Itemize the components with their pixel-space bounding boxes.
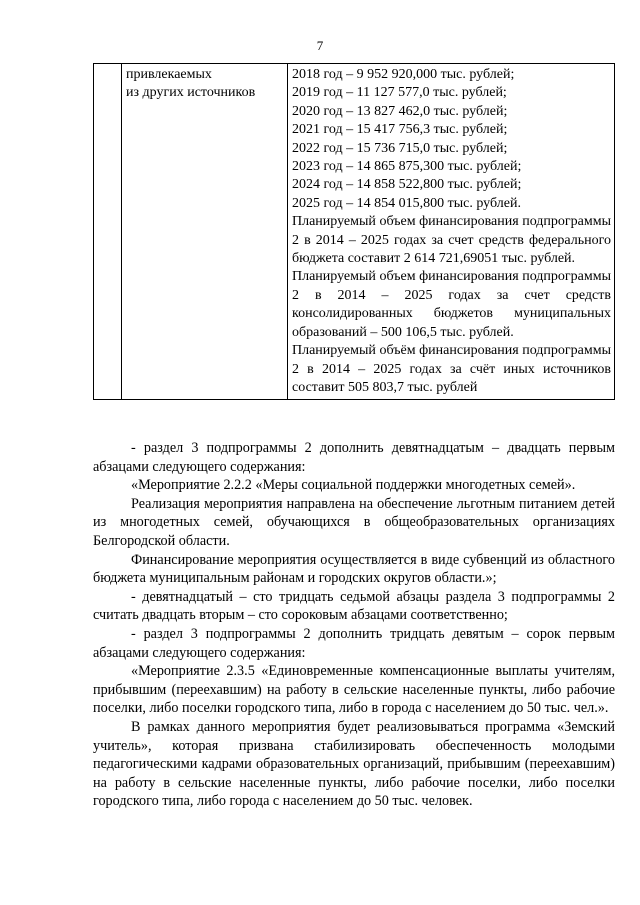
table-cell-label — [122, 64, 288, 400]
paragraph: В рамках данного мероприятия будет реализовываться программа «Земский учитель», которая призвана стабилизировать обеспеченность молодыми педагогическими кадрами образовательных организаций, прибывшим (переехавшим) на работу в сельские населенные пункты, либо рабочие поселки, либо поселки городского типа, либо города с населением до 50 тыс. человек. — [93, 718, 615, 810]
table-row — [94, 64, 615, 400]
year-line: 2019 год – 11 127 577,0 тыс. рублей; — [292, 85, 507, 101]
table-cell-values — [288, 64, 615, 400]
paragraph: Финансирование мероприятия осуществляется в виде субвенций из областного бюджета муниципальным районам и городских округов области.»; — [93, 551, 615, 587]
paragraph: Реализация мероприятия направлена на обеспечение льготным питанием детей из многодетных семей, обучающихся в общеобразовательных организациях Белгородской области. — [93, 495, 615, 549]
paragraph: - раздел 3 подпрограммы 2 дополнить тридцать девятым – сорок первым абзацами следующего содержания: — [93, 625, 615, 661]
year-line: 2024 год – 14 858 522,800 тыс. рублей; — [292, 177, 522, 193]
paragraph: «Мероприятие 2.2.2 «Меры социальной поддержки многодетных семей». — [131, 477, 576, 494]
year-line: 2023 год – 14 865 875,300 тыс. рублей; — [292, 159, 522, 175]
year-line: 2022 год – 15 736 715,0 тыс. рублей; — [292, 140, 508, 156]
table-cell-empty — [94, 64, 122, 400]
federal-budget-paragraph: Планируемый объем финансирования подпрограммы 2 в 2014 – 2025 годах за счет средств федерального бюджета составит 2 614 721,69051 тыс. рублей. — [292, 214, 611, 267]
financing-table — [93, 63, 615, 400]
year-line: 2020 год – 13 827 462,0 тыс. рублей; — [292, 103, 508, 119]
paragraph: - раздел 3 подпрограммы 2 дополнить девятнадцатым – двадцать первым абзацами следующего содержания: — [93, 440, 615, 475]
year-line: 2018 год – 9 952 920,000 тыс. рублей; — [292, 67, 515, 82]
document-body — [93, 439, 615, 811]
paragraph: - девятнадцатый – сто тридцать седьмой абзацы раздела 3 подпрограммы 2 считать двадцать вторым – сто сороковым абзацами соответственно; — [93, 588, 615, 624]
label-line: привлекаемых — [126, 67, 212, 82]
page-number: 7 — [316, 38, 324, 53]
year-line: 2025 год – 14 854 015,800 тыс. рублей. — [292, 195, 521, 211]
other-sources-paragraph: Планируемый объём финансирования подпрограммы 2 в 2014 – 2025 годах за счёт иных источников составит 505 803,7 тыс. рублей — [292, 343, 611, 395]
municipal-budget-paragraph: Планируемый объем финансирования подпрограммы 2 в 2014 – 2025 годах за счет средств консолидированных бюджетов муниципальных образований – 500 106,5 тыс. рублей. — [292, 269, 611, 340]
label-line: из других источников — [126, 85, 256, 101]
paragraph: «Мероприятие 2.3.5 «Единовременные компенсационные выплаты учителям, прибывшим (переехавшим) на работу в сельские населенные пункты, либо рабочие поселки, либо поселки городского типа, либо в города с населением до 50 тыс. чел.». — [93, 663, 615, 717]
year-line: 2021 год – 15 417 756,3 тыс. рублей; — [292, 122, 508, 138]
